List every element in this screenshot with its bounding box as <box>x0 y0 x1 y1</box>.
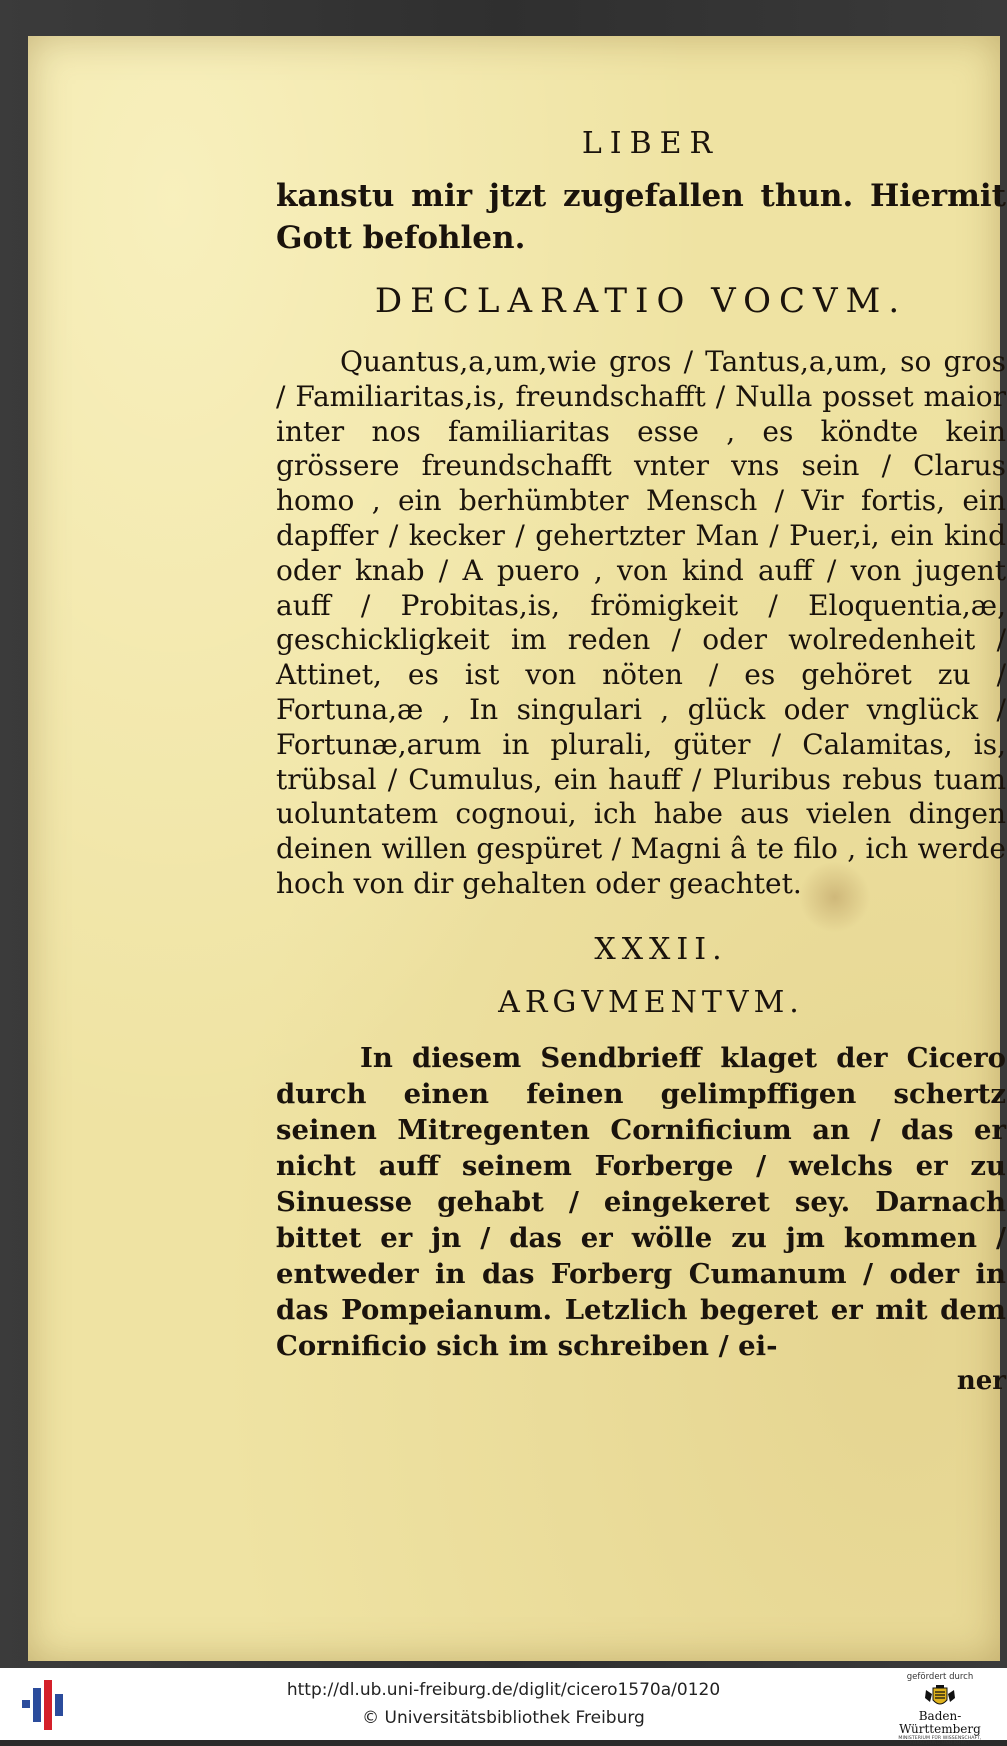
glossary-paragraph: Quantus,a,um,wie gros / Tantus,a,um, so gros / Familiaritas,is, freundschafft / Nulla posset maior inter nos familiaritas esse , es köndte kein grössere freundschafft vnter vns sein / Clarus homo , ein berhümbter Mensch / Vir fortis, ein dapffer / kecker / gehertzter Man / Puer,i, ein kind oder knab / A puero , von kind auff / von jugent auff / Probitas,is, frömigkeit / Eloquentia,æ, geschickligkeit im reden / oder wolredenheit / Attinet, es ist von nöten / es gehöret zu / Fortuna,æ , In singulari , glück oder vnglück / Fortunæ,arum in plurali, güter / Calamitas, is, trübsal / Cumulus, ein hauff / Pluribus rebus tuam uoluntatem cognoui, ich habe aus vielen dingen deinen willen gespüret / Magni â te filo , ich werde hoch von dir gehalten oder geachtet. <box>276 345 1006 900</box>
chapter-numeral: XXXII. <box>594 931 728 967</box>
sponsor-label: gefördert durch <box>906 1672 974 1682</box>
sponsor-ministry: MINISTERIUM FÜR WISSENSCHAFT, FORSCHUNG UND KUNST <box>898 1736 982 1746</box>
opening-paragraph: kanstu mir jtzt zugefallen thun. Hiermit Gott befohlen. <box>276 178 1006 256</box>
permalink-url[interactable]: http://dl.ub.uni-freiburg.de/diglit/cicero1570a/0120 <box>286 1680 721 1700</box>
copyright-notice: © Universitätsbibliothek Freiburg <box>362 1708 645 1728</box>
argument-paragraph: In diesem Sendbrieff klaget der Cicero durch einen feinen gelimpffigen schertz seinen Mitregenten Cornificium an / das er nicht auff seinem Forberge / welchs er zu Sinuesse gehabt / eingekeret sey. Darnach bittet er jn / das er wölle zu jm kommen / entweder in das Forberg Cumanum / oder in das Pompeianum. Letzlich begeret er mit dem Cornificio sich im schreiben / ei- <box>276 1041 1006 1362</box>
sponsor-name: Baden-Württemberg <box>899 1709 981 1736</box>
argument-title: ARGVMENTVM. <box>498 984 804 1020</box>
sponsor-block <box>885 1672 995 1746</box>
catchword: ner <box>956 1365 1006 1396</box>
footer-bar <box>0 1668 1007 1746</box>
baden-wuerttemberg-crest-icon <box>923 1684 957 1710</box>
book-page <box>28 36 1006 1661</box>
page-content <box>276 126 1006 1396</box>
running-head: LIBER <box>581 126 721 161</box>
section-title: DECLARATIO VOCVM. <box>374 281 908 321</box>
